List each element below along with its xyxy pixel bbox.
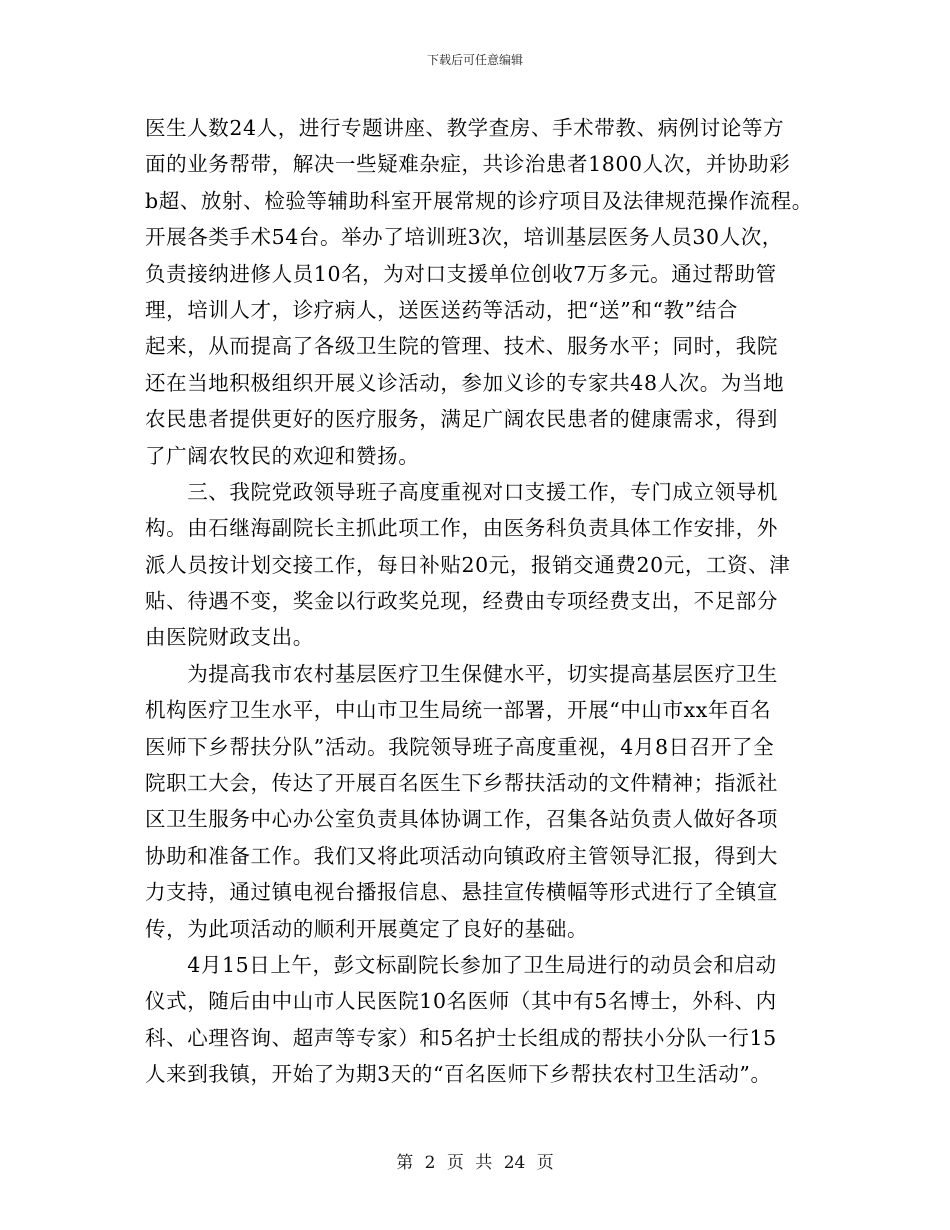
text-line: 协助和准备工作。我们又将此项活动向镇政府主管领导汇报，得到大	[145, 843, 778, 868]
text-line: 面的业务帮带，解决一些疑难杂症，共诊治患者1800人次，并协助彩	[145, 152, 791, 177]
text-line: 人来到我镇，开始了为期3天的“百名医师下乡帮扶农村卫生活动”。	[145, 1062, 772, 1087]
document-body	[145, 110, 815, 1093]
text-line: 了广阔农牧民的欢迎和赞扬。	[145, 443, 420, 468]
page-number-footer: 第 2 页 共 24 页	[396, 1153, 554, 1173]
text-line: 由医院财政支出。	[145, 625, 314, 650]
text-line: 传，为此项活动的顺利开展奠定了良好的基础。	[145, 916, 589, 941]
text-line: 院职工大会，传达了开展百名医生下乡帮扶活动的文件精神；指派社	[145, 771, 778, 796]
paragraph-3	[145, 656, 815, 947]
text-line: 机构医疗卫生水平，中山市卫生局统一部署，开展“中山市xx年百名	[145, 698, 772, 723]
text-line: 起来，从而提高了各级卫生院的管理、技术、服务水平；同时，我院	[145, 334, 778, 359]
text-line: 科、心理咨询、超声等专家）和5名护士长组成的帮扶小分队一行15	[145, 1025, 777, 1050]
text-line: 构。由石继海副院长主抓此项工作，由医务科负责具体工作安排，外	[145, 516, 778, 541]
text-line: 三、我院党政领导班子高度重视对口支援工作，专门成立领导机	[145, 479, 778, 504]
text-line: 力支持，通过镇电视台播报信息、悬挂宣传横幅等形式进行了全镇宣	[145, 880, 778, 905]
text-line: 仪式，随后由中山市人民医院10名医师（其中有5名博士，外科、内	[145, 989, 777, 1014]
text-line: 派人员按计划交接工作，每日补贴20元，报销交通费20元，工资、津	[145, 552, 791, 577]
text-line: 医生人数24人，进行专题讲座、教学查房、手术带教、病例讨论等方	[145, 116, 785, 140]
paragraph-1	[145, 110, 815, 474]
paragraph-4	[145, 947, 815, 1093]
text-line: 还在当地积极组织开展义诊活动，参加义诊的专家共48人次。为当地	[145, 370, 785, 395]
text-line: b超、放射、检验等辅助科室开展常规的诊疗项目及法律规范操作流程。	[145, 188, 813, 213]
text-line: 为提高我市农村基层医疗卫生保健水平，切实提高基层医疗卫生	[145, 661, 778, 686]
text-line: 理，培训人才，诊疗病人，送医送药等活动，把“送”和“教”结合	[145, 297, 738, 322]
paragraph-2	[145, 474, 815, 656]
text-line: 4月15日上午，彭文标副院长参加了卫生局进行的动员会和启动	[145, 952, 777, 977]
text-line: 开展各类手术54台。举办了培训班3次，培训基层医务人员30人次，	[145, 225, 783, 250]
text-line: 负责接纳进修人员10名，为对口支援单位创收7万多元。通过帮助管	[145, 261, 777, 286]
text-line: 农民患者提供更好的医疗服务，满足广阔农民患者的健康需求，得到	[145, 407, 778, 432]
text-line: 医师下乡帮扶分队”活动。我院领导班子高度重视，4月8日召开了全	[145, 734, 775, 759]
text-line: 贴、待遇不变，奖金以行政奖兑现，经费由专项经费支出，不足部分	[145, 589, 778, 614]
page-header: 下载后可任意编辑	[426, 53, 523, 67]
text-line: 区卫生服务中心办公室负责具体协调工作，召集各站负责人做好各项	[145, 807, 778, 832]
